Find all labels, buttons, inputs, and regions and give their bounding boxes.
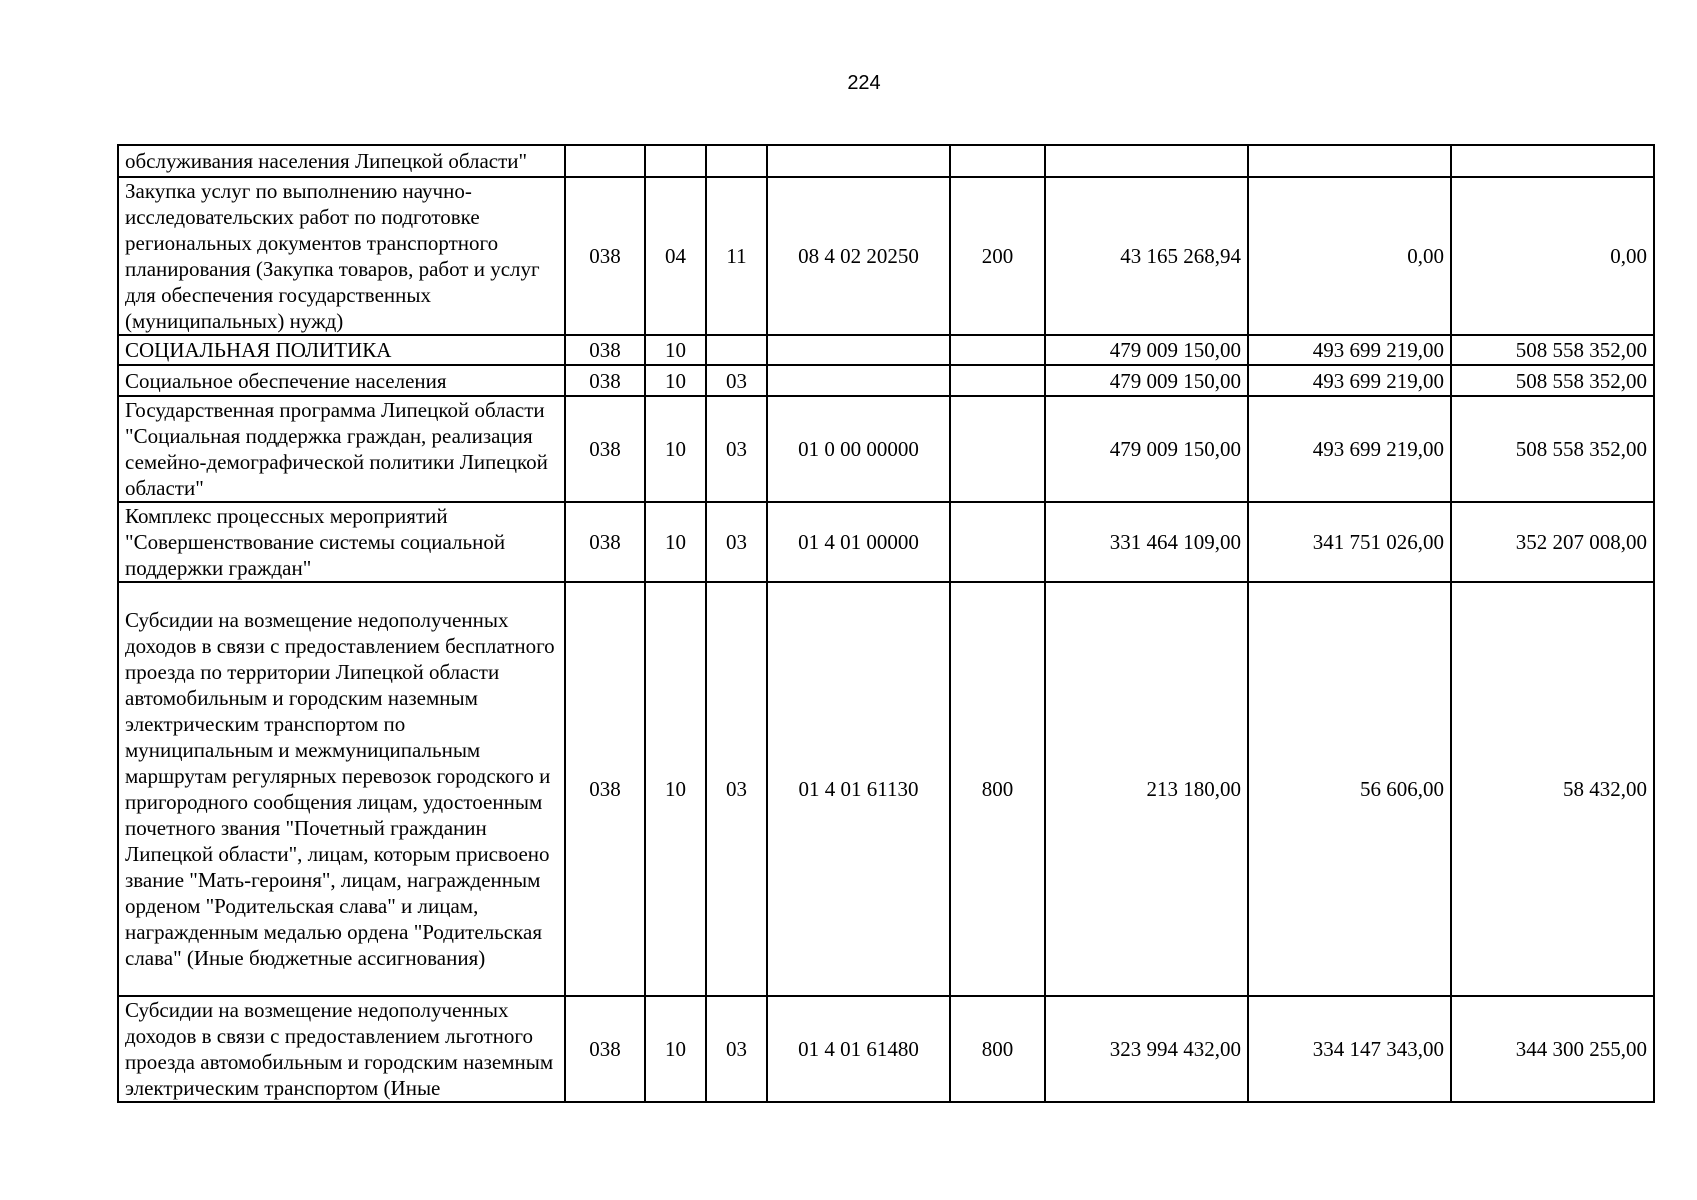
- admin-code: 038: [565, 335, 645, 365]
- amount-year-3: [1451, 145, 1654, 177]
- row-name: Государственная программа Липецкой области "Социальная поддержка граждан, реализация семейно-демографической политики Липецкой области": [118, 396, 565, 502]
- amount-year-3: 58 432,00: [1451, 582, 1654, 996]
- subsection-code: 03: [706, 365, 767, 396]
- amount-year-1: 479 009 150,00: [1045, 365, 1248, 396]
- row-name: Закупка услуг по выполнению научно-исследовательских работ по подготовке региональных документов транспортного планирования (Закупка товаров, работ и услуг для обеспечения государственных (муниципальных) нужд): [118, 177, 565, 335]
- amount-year-2: 0,00: [1248, 177, 1451, 335]
- table-row: [118, 502, 1654, 582]
- table-row: [118, 177, 1654, 335]
- subsection-code: 03: [706, 996, 767, 1102]
- amount-year-2: 341 751 026,00: [1248, 502, 1451, 582]
- amount-year-1: 323 994 432,00: [1045, 996, 1248, 1102]
- subsection-code: 03: [706, 582, 767, 996]
- amount-year-1: [1045, 145, 1248, 177]
- expense-type-code: 200: [950, 177, 1045, 335]
- amount-year-1: 213 180,00: [1045, 582, 1248, 996]
- expense-type-code: 800: [950, 996, 1045, 1102]
- amount-year-2: [1248, 145, 1451, 177]
- subsection-code: [706, 335, 767, 365]
- section-code: 10: [645, 996, 706, 1102]
- amount-year-1: 479 009 150,00: [1045, 396, 1248, 502]
- section-code: 04: [645, 177, 706, 335]
- amount-year-2: 493 699 219,00: [1248, 365, 1451, 396]
- target-code: 01 4 01 61480: [767, 996, 950, 1102]
- amount-year-2: 56 606,00: [1248, 582, 1451, 996]
- amount-year-2: 334 147 343,00: [1248, 996, 1451, 1102]
- amount-year-1: 479 009 150,00: [1045, 335, 1248, 365]
- table-row: [118, 365, 1654, 396]
- admin-code: 038: [565, 177, 645, 335]
- admin-code: 038: [565, 502, 645, 582]
- row-name: Комплекс процессных мероприятий "Совершенствование системы социальной поддержки граждан": [118, 502, 565, 582]
- admin-code: 038: [565, 365, 645, 396]
- subsection-code: [706, 145, 767, 177]
- amount-year-2: 493 699 219,00: [1248, 335, 1451, 365]
- expense-type-code: [950, 145, 1045, 177]
- target-code: 08 4 02 20250: [767, 177, 950, 335]
- admin-code: 038: [565, 396, 645, 502]
- table-row: [118, 335, 1654, 365]
- amount-year-3: 0,00: [1451, 177, 1654, 335]
- amount-year-2: 493 699 219,00: [1248, 396, 1451, 502]
- admin-code: 038: [565, 582, 645, 996]
- target-code: [767, 145, 950, 177]
- amount-year-3: 344 300 255,00: [1451, 996, 1654, 1102]
- target-code: 01 4 01 00000: [767, 502, 950, 582]
- target-code: [767, 335, 950, 365]
- table-row: [118, 996, 1654, 1102]
- amount-year-3: 508 558 352,00: [1451, 365, 1654, 396]
- expense-type-code: [950, 502, 1045, 582]
- amount-year-1: 331 464 109,00: [1045, 502, 1248, 582]
- row-name: Субсидии на возмещение недополученных доходов в связи с предоставлением льготного проезда автомобильным и городским наземным электрическим транспортом (Иные: [118, 996, 565, 1102]
- row-name: обслуживания населения Липецкой области": [118, 145, 565, 177]
- expense-type-code: [950, 335, 1045, 365]
- subsection-code: 03: [706, 502, 767, 582]
- row-name: СОЦИАЛЬНАЯ ПОЛИТИКА: [118, 335, 565, 365]
- admin-code: 038: [565, 996, 645, 1102]
- table-row: [118, 396, 1654, 502]
- target-code: 01 4 01 61130: [767, 582, 950, 996]
- amount-year-3: 352 207 008,00: [1451, 502, 1654, 582]
- amount-year-1: 43 165 268,94: [1045, 177, 1248, 335]
- section-code: 10: [645, 335, 706, 365]
- expense-type-code: 800: [950, 582, 1045, 996]
- expense-type-code: [950, 396, 1045, 502]
- budget-table: [117, 144, 1655, 1103]
- subsection-code: 11: [706, 177, 767, 335]
- amount-year-3: 508 558 352,00: [1451, 396, 1654, 502]
- table-row: [118, 582, 1654, 996]
- subsection-code: 03: [706, 396, 767, 502]
- section-code: 10: [645, 502, 706, 582]
- page-number: 224: [847, 72, 881, 94]
- row-name: Социальное обеспечение населения: [118, 365, 565, 396]
- table-row: [118, 145, 1654, 177]
- section-code: 10: [645, 582, 706, 996]
- section-code: 10: [645, 396, 706, 502]
- admin-code: [565, 145, 645, 177]
- row-name: Субсидии на возмещение недополученных доходов в связи с предоставлением бесплатного проезда по территории Липецкой области автомобильным и городским наземным электрическим транспортом по муниципальным и межмуниципальным маршрутам регулярных перевозок городского и пригородного сообщения лицам, удостоенным почетного звания "Почетный гражданин Липецкой области", лицам, которым присвоено звание "Мать-героиня", лицам, награжденным орденом "Родительская слава" и лицам, награжденным медалью ордена "Родительская слава" (Иные бюджетные ассигнования): [118, 582, 565, 996]
- amount-year-3: 508 558 352,00: [1451, 335, 1654, 365]
- target-code: [767, 365, 950, 396]
- target-code: 01 0 00 00000: [767, 396, 950, 502]
- expense-type-code: [950, 365, 1045, 396]
- section-code: 10: [645, 365, 706, 396]
- section-code: [645, 145, 706, 177]
